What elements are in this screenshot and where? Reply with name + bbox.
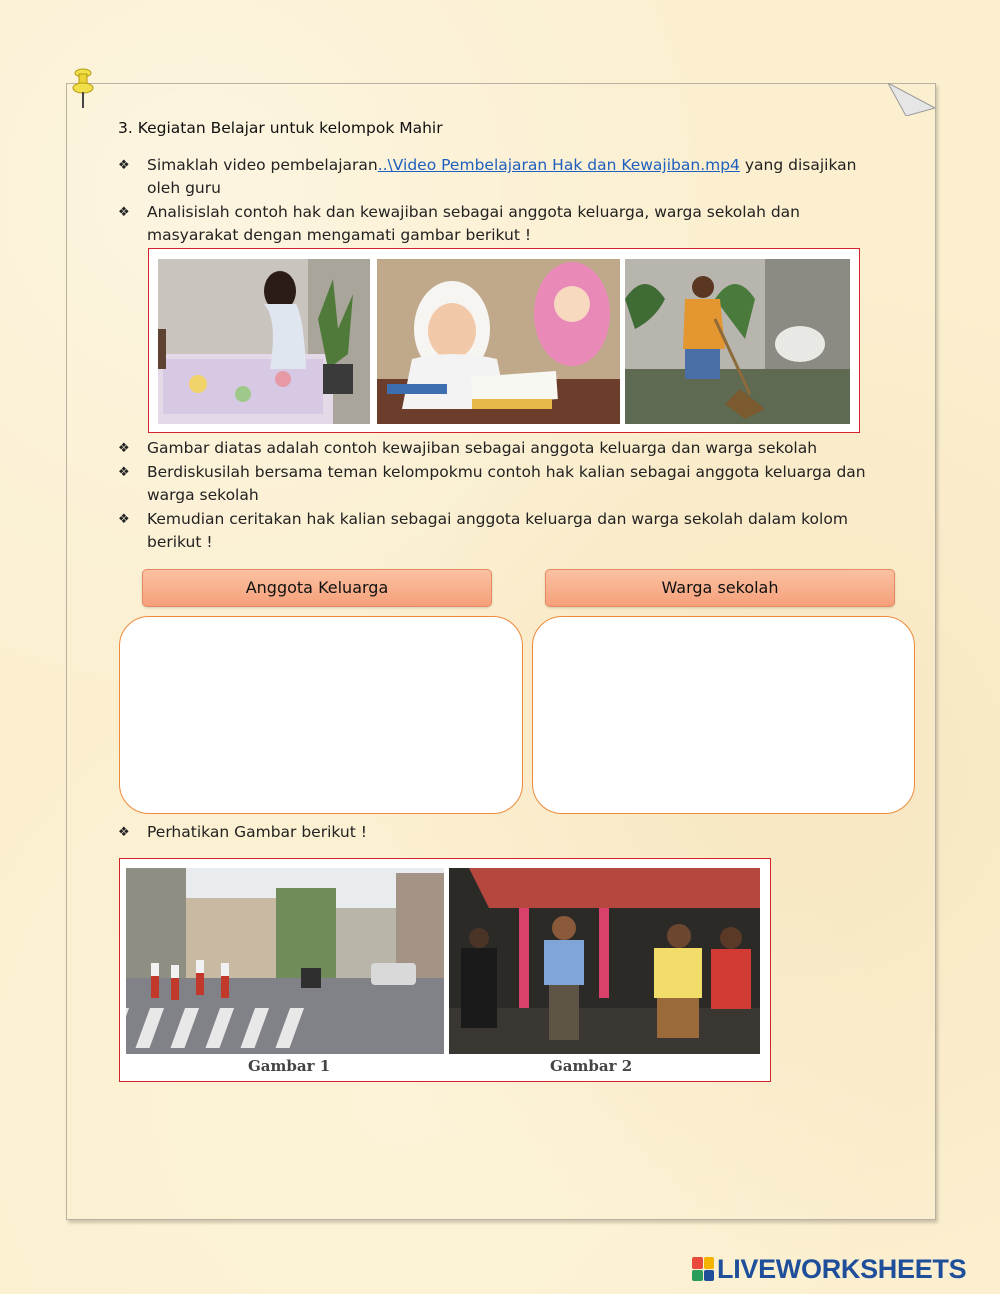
page-curl-icon [888, 83, 935, 116]
brand-name: LIVEWORKSHEETS [717, 1253, 967, 1284]
liveworksheets-logo-icon [692, 1257, 714, 1281]
photo-sweeping [625, 259, 850, 424]
diamond-bullet-icon: ❖ [118, 158, 130, 173]
photo-studying [377, 259, 620, 424]
pushpin-icon [72, 68, 94, 110]
photo-gambar-1-street [126, 868, 444, 1054]
diamond-bullet-icon: ❖ [118, 205, 130, 220]
video-link[interactable]: ..\Video Pembelajaran Hak dan Kewajiban.mp4 [377, 156, 740, 174]
diamond-bullet-icon: ❖ [118, 465, 130, 480]
bullet-text: Perhatikan Gambar berikut ! [147, 823, 367, 841]
photo-strip-gambar [119, 858, 771, 1082]
answer-box-warga-sekolah[interactable] [532, 616, 915, 814]
bullet-text: warga sekolah [147, 486, 259, 504]
bullet-text: Kemudian ceritakan hak kalian sebagai anggota keluarga dan warga sekolah dalam kolom [147, 510, 848, 528]
diamond-bullet-icon: ❖ [118, 512, 130, 527]
diamond-bullet-icon: ❖ [118, 825, 130, 840]
photo-gambar-2-shelter [449, 868, 760, 1054]
photo-strip-kewajiban [148, 248, 860, 433]
bullet-text: Gambar diatas adalah contoh kewajiban sebagai anggota keluarga dan warga sekolah [147, 439, 818, 457]
bullet-text: yang disajikan [739, 156, 857, 174]
label-anggota-keluarga: Anggota Keluarga [142, 569, 492, 607]
answer-box-anggota-keluarga[interactable] [119, 616, 523, 814]
bullet-text: Simaklah video pembelajaran [147, 156, 378, 174]
liveworksheets-brand [692, 1254, 966, 1284]
bullet-text: oleh guru [147, 179, 221, 197]
label-warga-sekolah: Warga sekolah [545, 569, 895, 607]
section-heading: 3. Kegiatan Belajar untuk kelompok Mahir [118, 119, 443, 137]
bullet-text: Analisislah contoh hak dan kewajiban sebagai anggota keluarga, warga sekolah dan [147, 203, 800, 221]
bullet-text: berikut ! [147, 533, 213, 551]
diamond-bullet-icon: ❖ [118, 441, 130, 456]
bullet-text: masyarakat dengan mengamati gambar berikut ! [147, 226, 532, 244]
photo-making-bed [158, 259, 370, 424]
caption-gambar-2: Gambar 2 [550, 1057, 633, 1075]
caption-gambar-1: Gambar 1 [248, 1057, 331, 1075]
bullet-text: Berdiskusilah bersama teman kelompokmu contoh hak kalian sebagai anggota keluarga dan [147, 463, 866, 481]
